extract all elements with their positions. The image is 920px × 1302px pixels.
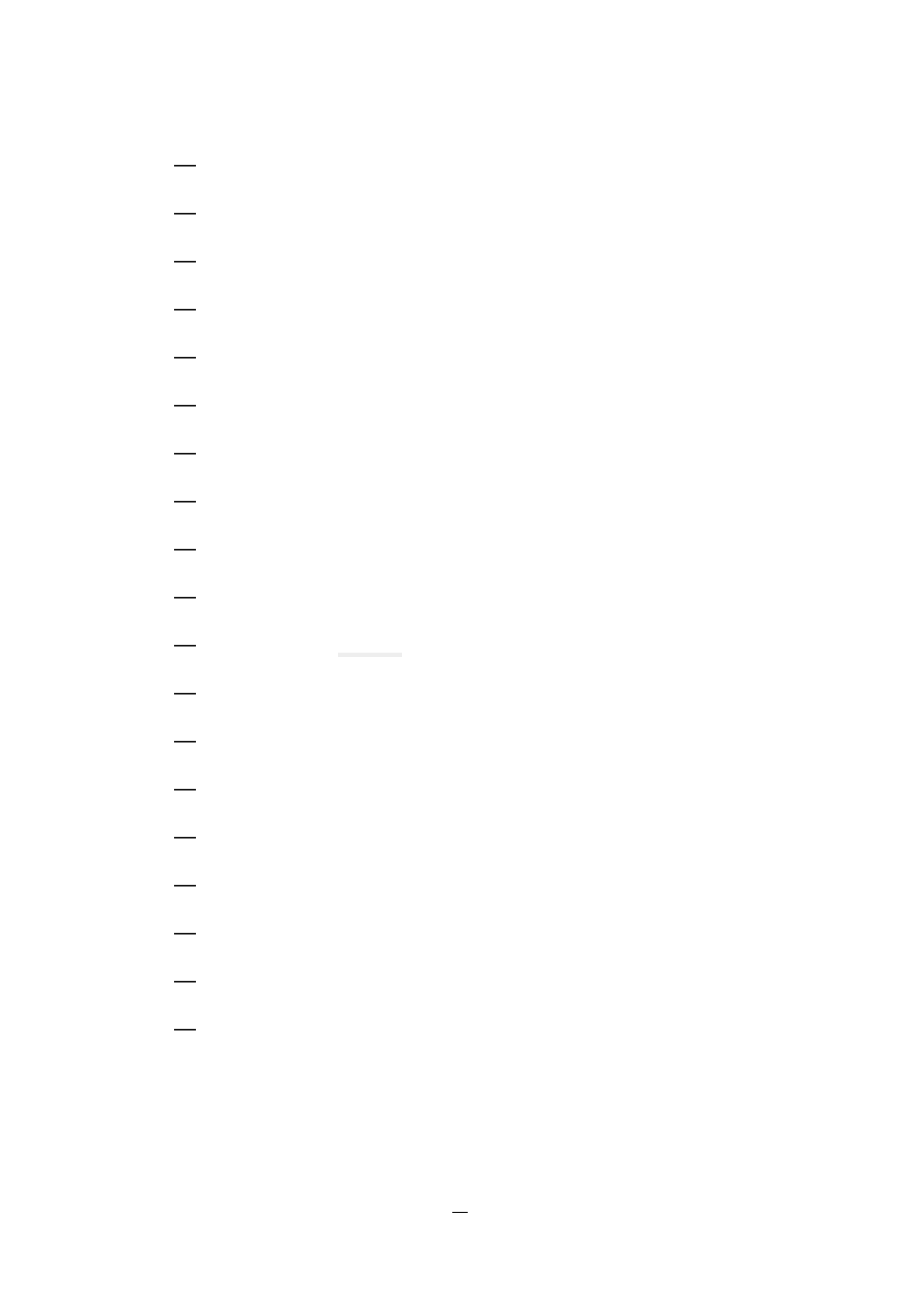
paragraph: — xyxy=(173,486,197,514)
paragraph: — xyxy=(173,438,197,466)
paragraph: — xyxy=(173,294,197,322)
paragraph: — xyxy=(173,822,197,850)
paragraph: — xyxy=(173,726,197,754)
page-footer: — xyxy=(451,1202,469,1222)
paragraph: — xyxy=(173,150,197,178)
paragraph: — xyxy=(173,870,197,898)
paragraph: — xyxy=(173,534,197,562)
paragraph: — xyxy=(173,198,197,226)
paragraph: — xyxy=(173,342,197,370)
paragraph: — xyxy=(173,774,197,802)
document-body xyxy=(173,140,805,1052)
paragraph: — xyxy=(173,582,197,610)
watermark: — xyxy=(338,613,404,685)
paragraph: — xyxy=(173,918,197,946)
paragraph: — xyxy=(173,390,197,418)
paragraph: — xyxy=(173,966,197,994)
paragraph: — xyxy=(173,246,197,274)
paragraph: — xyxy=(173,678,197,706)
paragraph: — xyxy=(173,630,197,658)
paragraph: — xyxy=(173,1014,197,1042)
